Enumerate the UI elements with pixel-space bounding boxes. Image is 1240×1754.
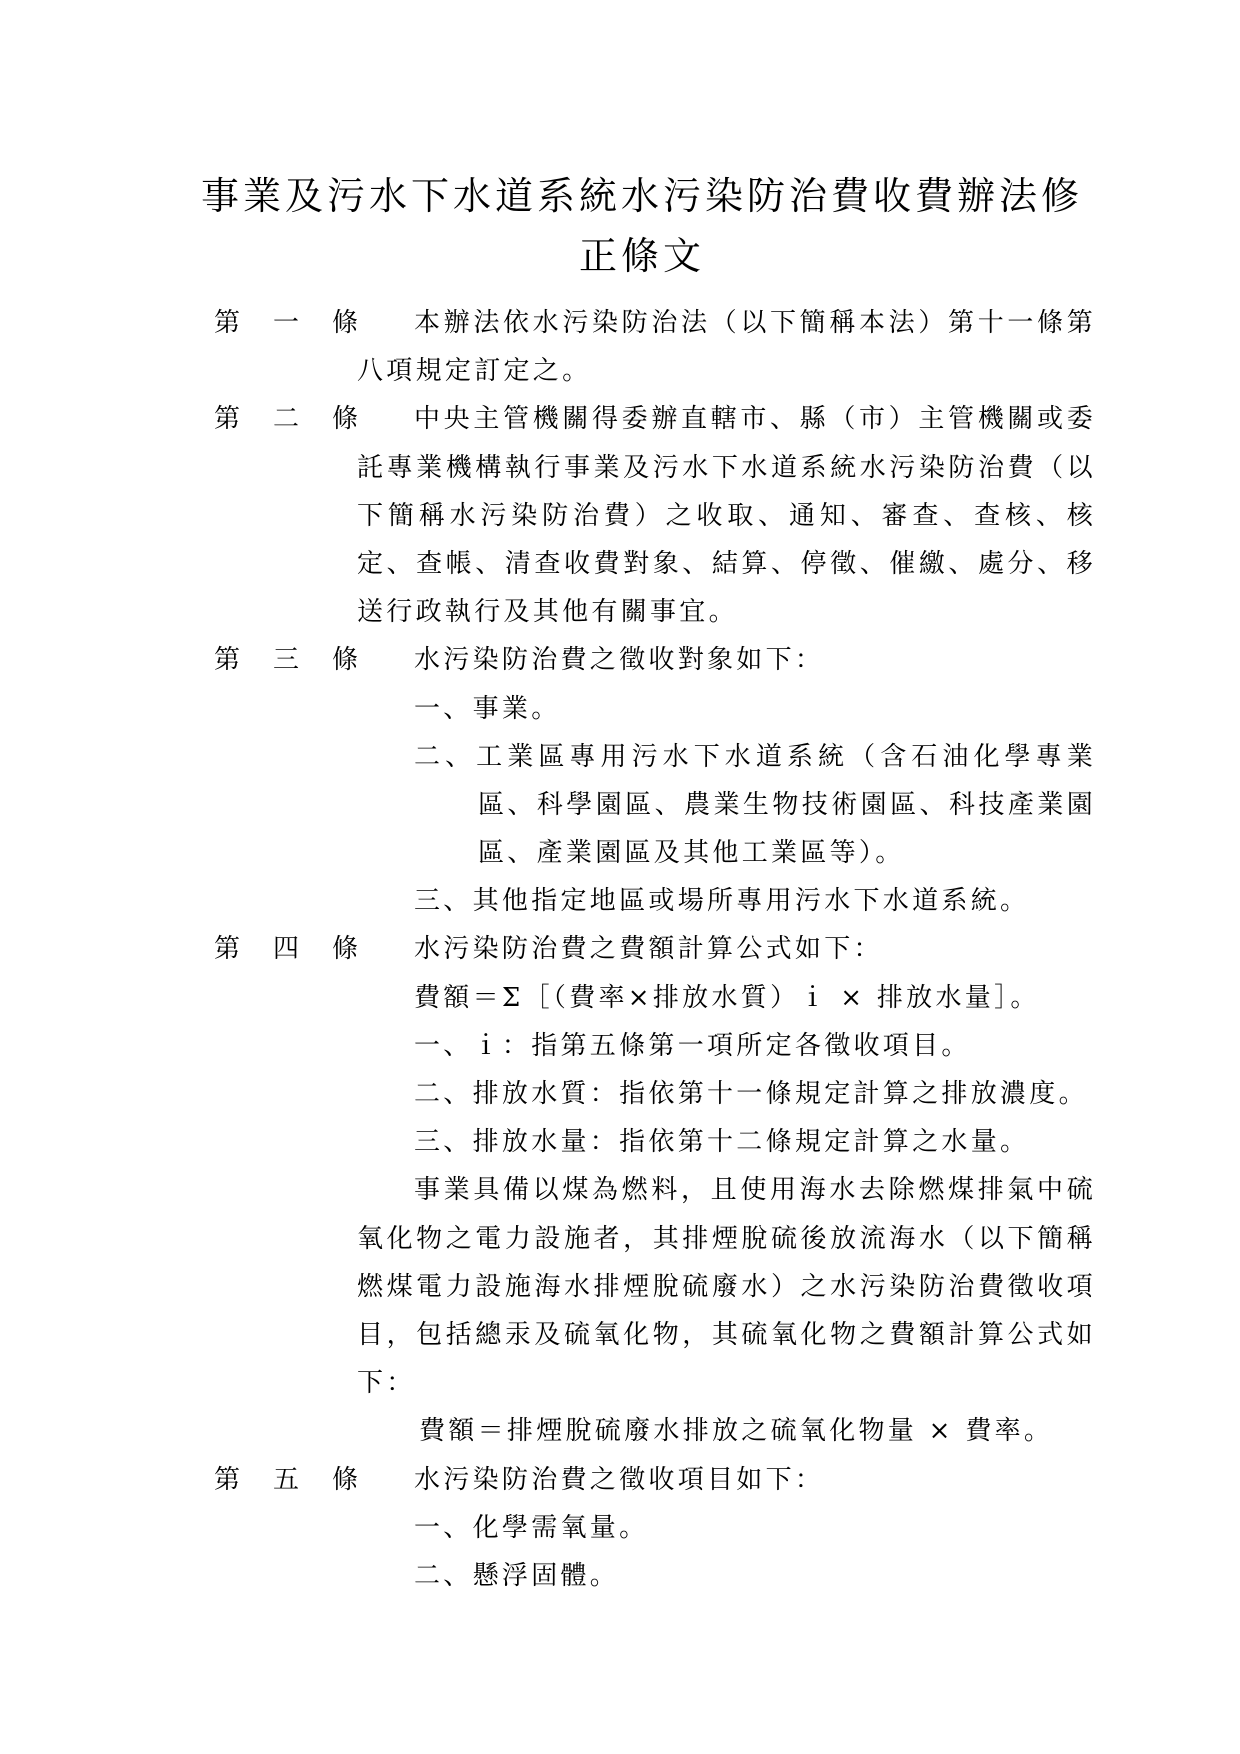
- article-list-item: 一、事業。: [414, 693, 561, 724]
- article-text-line: 託專業機構執行事業及污水下水道系統水污染防治費（以: [357, 452, 1096, 483]
- article-label: 第四條: [214, 934, 392, 965]
- article-text-line: 目，包括總汞及硫氧化物，其硫氧化物之費額計算公式如: [357, 1319, 1096, 1350]
- article-list-item: 一、ｉ：指第五條第一項所定各徵收項目。: [414, 1030, 971, 1061]
- article-list-item: 二、工業區專用污水下水道系統（含石油化學專業: [414, 741, 1096, 772]
- article-list-item-continuation: 區、產業園區及其他工業區等）。: [478, 838, 905, 869]
- document-body: [0, 299, 1240, 1600]
- article-text-line: 中央主管機關得委辦直轄市、縣（市）主管機關或委: [414, 404, 1096, 435]
- article-4: [0, 925, 1240, 1455]
- article-text-line: 氧化物之電力設施者，其排煙脫硫後放流海水（以下簡稱: [357, 1223, 1096, 1254]
- article-list-item-continuation: 區、科學園區、農業生物技術園區、科技產業園: [478, 789, 1096, 820]
- fee-formula: 費額＝Σ［（費率×排放水質）ｉ × 排放水量］。: [414, 982, 1040, 1013]
- article-text-line: 水污染防治費之徵收對象如下：: [414, 645, 825, 676]
- article-1: [0, 299, 1240, 395]
- article-text-line: 下：: [357, 1368, 416, 1399]
- document-title-line: 事業及污水下水道系統水污染防治費收費辦法修: [200, 174, 1083, 218]
- document-title: [197, 167, 1087, 286]
- article-list-item: 三、其他指定地區或場所專用污水下水道系統。: [414, 886, 1030, 917]
- article-text-line: 本辦法依水污染防治法（以下簡稱本法）第十一條第: [414, 308, 1096, 338]
- article-text-line: 事業具備以煤為燃料，且使用海水去除燃煤排氣中硫: [414, 1175, 1096, 1206]
- article-text-line: 定、查帳、清查收費對象、結算、停徵、催繳、處分、移: [357, 548, 1096, 579]
- article-label: 第三條: [214, 645, 392, 676]
- fee-formula: 費額＝排煙脫硫廢水排放之硫氧化物量 × 費率。: [419, 1416, 1054, 1447]
- article-list-item: 二、懸浮固體。: [414, 1560, 620, 1591]
- article-list-item: 三、排放水量：指依第十二條規定計算之水量。: [414, 1127, 1030, 1158]
- article-text-line: 下簡稱水污染防治費）之收取、通知、審查、查核、核: [357, 500, 1096, 531]
- article-label: 第二條: [214, 404, 392, 435]
- article-list-item: 一、化學需氧量。: [414, 1512, 649, 1543]
- article-text-line: 送行政執行及其他有關事宜。: [357, 597, 738, 628]
- article-label: 第一條: [214, 308, 392, 338]
- article-5: [0, 1456, 1240, 1601]
- document-title-line: 正條文: [578, 233, 705, 278]
- article-text-line: 水污染防治費之費額計算公式如下：: [414, 934, 883, 965]
- article-3: [0, 636, 1240, 925]
- article-text-line: 水污染防治費之徵收項目如下：: [414, 1464, 825, 1495]
- article-text-line: 燃煤電力設施海水排煙脫硫廢水）之水污染防治費徵收項: [357, 1271, 1096, 1302]
- article-label: 第五條: [214, 1464, 392, 1495]
- article-text-line: 八項規定訂定之。: [357, 356, 592, 387]
- article-list-item: 二、排放水質：指依第十一條規定計算之排放濃度。: [414, 1079, 1088, 1109]
- article-2: [0, 395, 1240, 636]
